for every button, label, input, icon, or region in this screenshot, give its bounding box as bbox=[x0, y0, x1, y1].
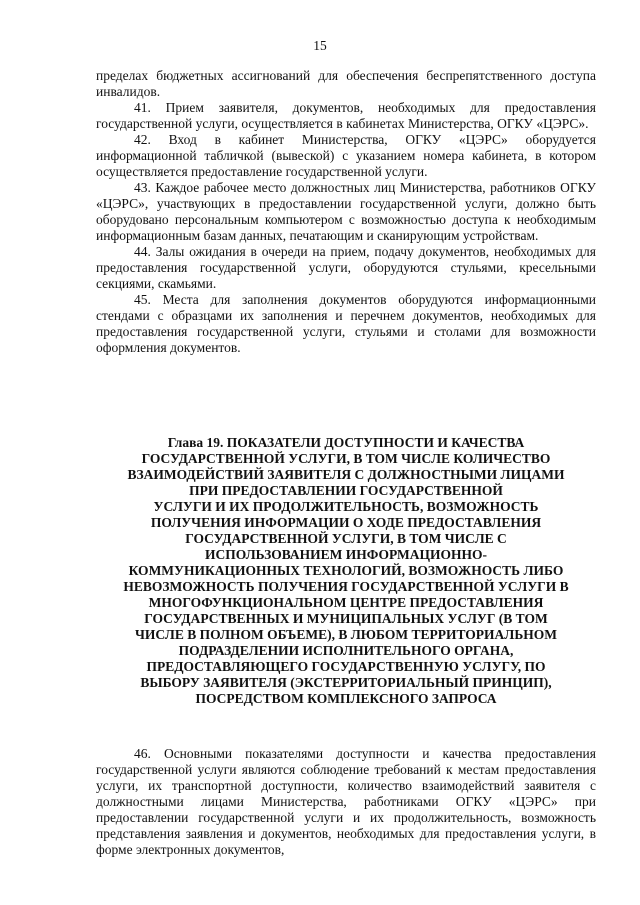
chapter-heading-line: ПОЛУЧЕНИЯ ИНФОРМАЦИИ О ХОДЕ ПРЕДОСТАВЛЕНИЯ bbox=[150, 515, 542, 530]
chapter-heading bbox=[96, 435, 596, 707]
paragraph-46: 46. Основными показателями доступности и качества предоставления государственной услуги являются соблюдение требований к местам предоставления услуги, их транспортной доступности, количество взаимодействий заявителя с должностными лицами Министерства, работниками ОГКУ «ЦЭРС» при предоставлении государственной услуги и их продолжительность, возможность представления заявления и документов, необходимых для предоставления услуги, в форме электронных документов, bbox=[96, 746, 596, 857]
chapter-heading-line: КОММУНИКАЦИОННЫХ ТЕХНОЛОГИЙ, ВОЗМОЖНОСТЬ ЛИБО bbox=[128, 563, 564, 578]
chapter-heading-line: ИСПОЛЬЗОВАНИЕМ ИНФОРМАЦИОННО- bbox=[205, 547, 487, 562]
chapter-heading-line: ГОСУДАРСТВЕННЫХ И МУНИЦИПАЛЬНЫХ УСЛУГ (В ТОМ bbox=[144, 611, 548, 626]
chapter-heading-line: УСЛУГИ И ИХ ПРОДОЛЖИТЕЛЬНОСТЬ, ВОЗМОЖНОСТЬ bbox=[153, 499, 539, 514]
chapter-heading-line: ГОСУДАРСТВЕННОЙ УСЛУГИ, В ТОМ ЧИСЛЕ КОЛИЧЕСТВО bbox=[141, 451, 551, 466]
chapter-heading-line: ГОСУДАРСТВЕННОЙ УСЛУГИ, В ТОМ ЧИСЛЕ С bbox=[185, 531, 507, 546]
chapter-heading-line: ЧИСЛЕ В ПОЛНОМ ОБЪЕМЕ), В ЛЮБОМ ТЕРРИТОРИАЛЬНОМ bbox=[134, 627, 558, 642]
chapter-heading-line: ПРИ ПРЕДОСТАВЛЕНИИ ГОСУДАРСТВЕННОЙ bbox=[189, 483, 503, 498]
chapter-heading-line: ВЫБОРУ ЗАЯВИТЕЛЯ (ЭКСТЕРРИТОРИАЛЬНЫЙ ПРИНЦИП), bbox=[140, 675, 552, 690]
chapter-heading-line: Глава 19. ПОКАЗАТЕЛИ ДОСТУПНОСТИ И КАЧЕСТВА bbox=[167, 435, 525, 450]
paragraph-continuation: пределах бюджетных ассигнований для обеспечения беспрепятственного доступа инвалидов. bbox=[96, 68, 596, 99]
page-number: 15 bbox=[313, 38, 327, 53]
body-text-top bbox=[96, 68, 596, 356]
chapter-heading-line: ВЗАИМОДЕЙСТВИЙ ЗАЯВИТЕЛЯ С ДОЛЖНОСТНЫМИ ЛИЦАМИ bbox=[127, 467, 565, 482]
paragraph-45: 45. Места для заполнения документов оборудуются информационными стендами с образцами их заполнения и перечнем документов, необходимых для предоставления государственной услуги, стульями и столами для возможности оформления документов. bbox=[96, 292, 596, 355]
chapter-heading-line: ПОСРЕДСТВОМ КОМПЛЕКСНОГО ЗАПРОСА bbox=[195, 691, 497, 706]
body-text-bottom bbox=[96, 746, 596, 858]
paragraph-43: 43. Каждое рабочее место должностных лиц Министерства, работников ОГКУ «ЦЭРС», участвующих в предоставлении государственной услуги, должно быть оборудовано персональным компьютером с возможностью доступа к необходимым информационным базам данных, печатающим и сканирующим устройствам. bbox=[96, 180, 596, 243]
paragraph-44: 44. Залы ожидания в очереди на прием, подачу документов, необходимых для предоставления государственной услуги, оборудуются стульями, кресельными секциями, скамьями. bbox=[96, 244, 596, 291]
chapter-heading-line: ПРЕДОСТАВЛЯЮЩЕГО ГОСУДАРСТВЕННУЮ УСЛУГУ, ПО bbox=[146, 659, 546, 674]
paragraph-42: 42. Вход в кабинет Министерства, ОГКУ «ЦЭРС» оборудуется информационной табличкой (вывеской) с указанием номера кабинета, в котором осуществляется предоставление государственной услуги. bbox=[96, 132, 596, 179]
chapter-heading-line: НЕВОЗМОЖНОСТЬ ПОЛУЧЕНИЯ ГОСУДАРСТВЕННОЙ УСЛУГИ В bbox=[123, 579, 569, 594]
paragraph-41: 41. Прием заявителя, документов, необходимых для предоставления государственной услуги, осуществляется в кабинетах Министерства, ОГКУ «ЦЭРС». bbox=[96, 100, 596, 131]
chapter-heading-line: МНОГОФУНКЦИОНАЛЬНОМ ЦЕНТРЕ ПРЕДОСТАВЛЕНИЯ bbox=[148, 595, 544, 610]
chapter-heading-line: ПОДРАЗДЕЛЕНИИ ИСПОЛНИТЕЛЬНОГО ОРГАНА, bbox=[178, 643, 514, 658]
